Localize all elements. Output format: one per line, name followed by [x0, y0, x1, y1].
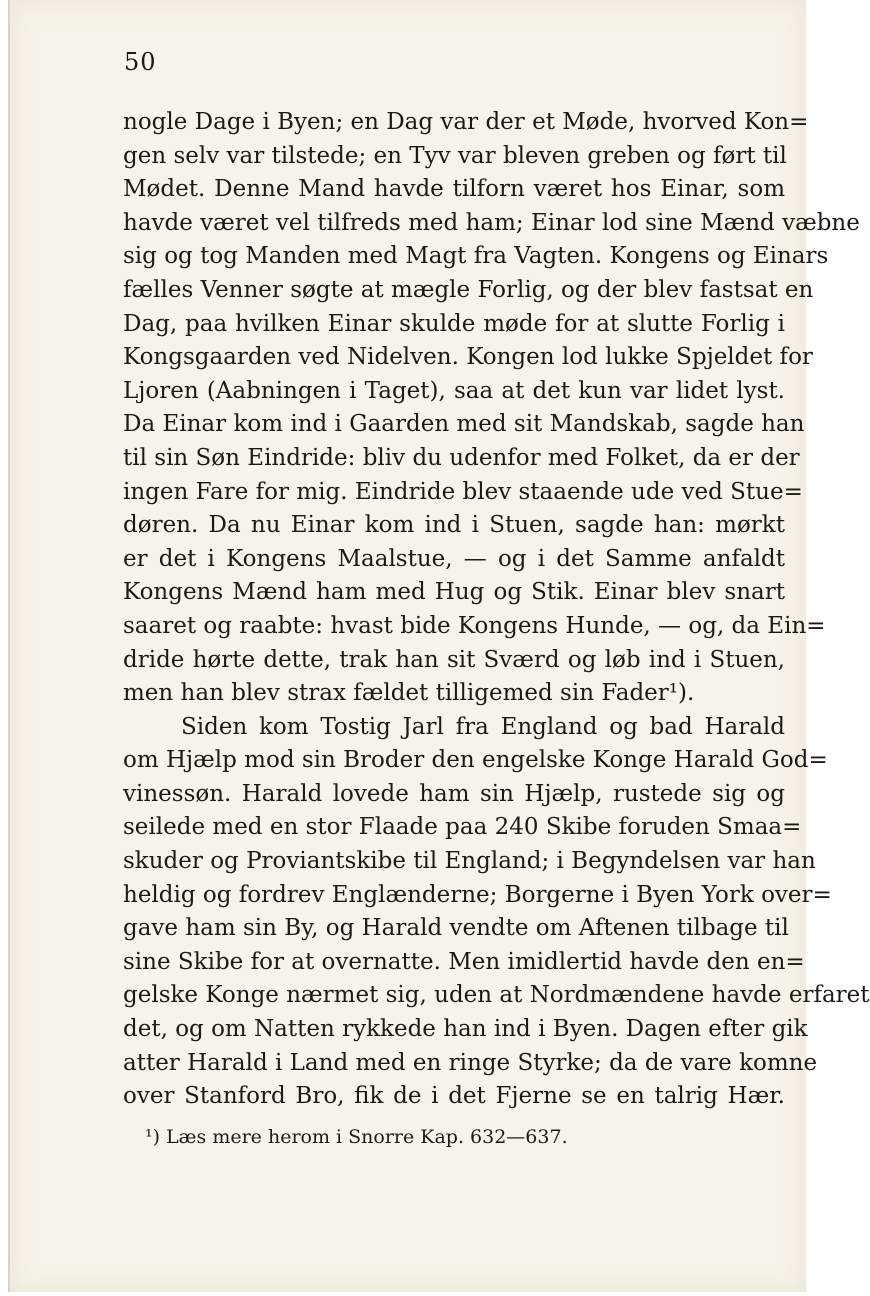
text-line: gen selv var tilstede; en Tyv var bleven greben og ført til — [123, 142, 787, 169]
footnote: ¹) Læs mere herom i Snorre Kap. 632—637. — [145, 1126, 568, 1148]
text-line: nogle Dage i Byen; en Dag var der et Møde, hvorved Kon= — [123, 109, 809, 135]
text-line: Mødet. Denne Mand havde tilforn været hos Einar, som — [123, 176, 785, 203]
text-line: fælles Venner søgte at mægle Forlig, og der blev fastsat en — [123, 276, 814, 303]
text-line: det, og om Natten rykkede han ind i Byen. Dagen efter gik — [123, 1016, 808, 1043]
text-line: havde været vel tilfreds med ham; Einar lod sine Mænd væbne — [123, 209, 860, 236]
text-line: skuder og Proviantskibe til England; i Begyndelsen var han — [123, 848, 816, 875]
text-line: er det i Kongens Maalstue, — og i det Samme anfaldt — [123, 545, 785, 572]
text-line: vinessøn. Harald lovede ham sin Hjælp, rustede sig og — [123, 780, 785, 807]
text-line: Da Einar kom ind i Gaarden med sit Mandskab, sagde han — [123, 411, 805, 438]
text-line: til sin Søn Eindride: bliv du udenfor med Folket, da er der — [123, 444, 800, 471]
text-line: Kongsgaarden ved Nidelven. Kongen lod lukke Spjeldet for — [123, 344, 813, 371]
text-line: seilede med en stor Flaade paa 240 Skibe foruden Smaa= — [123, 814, 802, 841]
text-line: om Hjælp mod sin Broder den engelske Konge Harald God= — [123, 747, 828, 774]
page-number: 50 — [124, 48, 157, 76]
text-line: sig og tog Manden med Magt fra Vagten. Kongens og Einars — [123, 243, 829, 270]
text-line: gave ham sin By, og Harald vendte om Aftenen tilbage til — [123, 915, 789, 942]
body-text — [123, 106, 870, 1114]
text-line: Ljoren (Aabningen i Taget), saa at det kun var lidet lyst. — [123, 377, 785, 404]
text-line: saaret og raabte: hvast bide Kongens Hunde, — og, da Ein= — [123, 612, 826, 639]
text-line: døren. Da nu Einar kom ind i Stuen, sagde han: mørkt — [123, 512, 785, 539]
text-line: heldig og fordrev Englænderne; Borgerne i Byen York over= — [123, 881, 832, 908]
text-line: atter Harald i Land med en ringe Styrke; da de vare komne — [123, 1049, 818, 1076]
text-line: over Stanford Bro, fik de i det Fjerne se en talrig Hær. — [123, 1083, 785, 1110]
paragraph-start-line: Siden kom Tostig Jarl fra England og bad Harald — [181, 713, 785, 740]
text-line: gelske Konge nærmet sig, uden at Nordmændene havde erfaret — [123, 982, 870, 1009]
text-line: dride hørte dette, trak han sit Sværd og løb ind i Stuen, — [123, 646, 785, 673]
text-line: Kongens Mænd ham med Hug og Stik. Einar blev snart — [123, 579, 785, 606]
text-line: ingen Fare for mig. Eindride blev staaende ude ved Stue= — [123, 478, 803, 505]
text-line: Dag, paa hvilken Einar skulde møde for at slutte Forlig i — [123, 310, 785, 337]
text-line: sine Skibe for at overnatte. Men imidlertid havde den en= — [123, 948, 805, 975]
book-page — [8, 0, 870, 1292]
text-line: men han blev strax fældet tilligemed sin Fader¹). — [123, 680, 695, 707]
